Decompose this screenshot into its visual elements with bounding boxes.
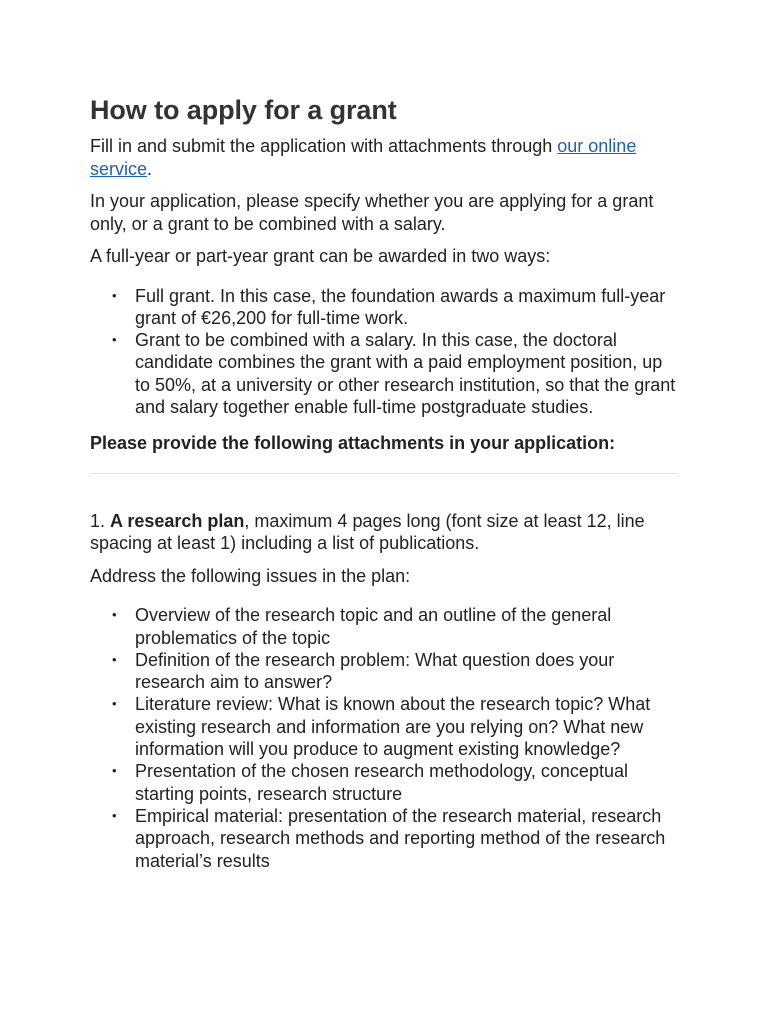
online-service-link[interactable]: our online service [90, 136, 637, 179]
research-plan-label: A research plan [110, 510, 245, 531]
intro-trailing-punctuation: . [147, 158, 153, 179]
grant-types-list [90, 285, 678, 419]
plan-issues-list [90, 604, 678, 872]
plan-issues-intro: Address the following issues in the plan: [90, 565, 411, 586]
attachments-heading: Please provide the following attachments in your application: [90, 433, 616, 454]
page-title: How to apply for a grant [90, 95, 397, 125]
specify-paragraph: In your application, please specify whether you are applying for a grant only, or a grant to be combined with a salary. [90, 191, 654, 234]
research-plan-paragraph [90, 510, 678, 555]
list-item: • Definition of the research problem: What question does your research aim to answer? [135, 649, 678, 694]
list-item: • Presentation of the chosen research methodology, conceptual starting points, research structure [135, 760, 678, 805]
intro-paragraph [90, 135, 678, 180]
research-plan-number: 1. [90, 510, 111, 531]
list-item: • Literature review: What is known about the research topic? What existing research and information are you relying on? What new information will you produce to augment existing knowledge? [135, 693, 678, 760]
intro-text: Fill in and submit the application with attachments through [90, 136, 558, 156]
list-item: • Empirical material: presentation of the research material, research approach, research methods and reporting method of the research material’s results [135, 805, 678, 872]
section-divider [90, 473, 678, 474]
research-plan-text: , maximum 4 pages long (font size at least 12, line spacing at least 1) including a list of publications. [90, 510, 645, 554]
award-ways-paragraph: A full-year or part-year grant can be awarded in two ways: [90, 246, 551, 266]
list-item: • Overview of the research topic and an outline of the general problematics of the topic [135, 604, 678, 649]
list-item-full-grant: • Full grant. In this case, the foundation awards a maximum full-year grant of €26,200 for full-time work. [135, 285, 678, 330]
list-item-combined-grant: • Grant to be combined with a salary. In this case, the doctoral candidate combines the grant with a paid employment position, up to 50%, at a university or other research institution, so that the grant and salary together enable full-time postgraduate studies. [135, 329, 678, 418]
